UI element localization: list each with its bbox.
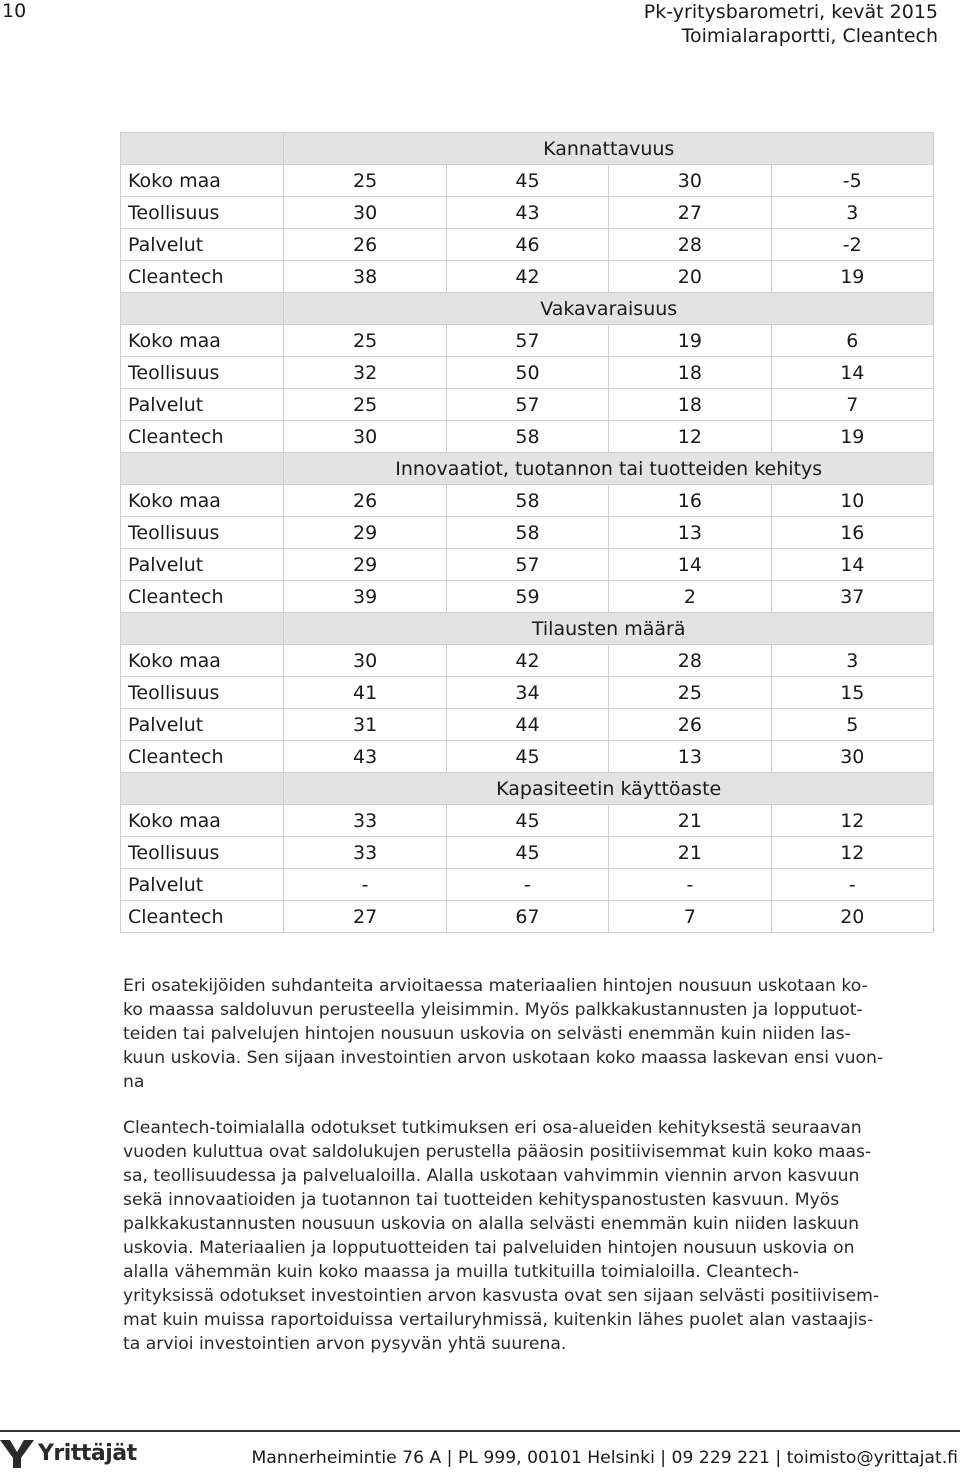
value-cell: 30 [771,741,933,773]
table-row [121,517,934,549]
value-cell: 20 [771,901,933,933]
paragraph-line: alalla vähemmän kuin koko maassa ja muilla tutkituilla toimialoilla. Cleantech- [123,1262,799,1282]
yrittajat-logo-icon [0,1438,34,1468]
value-cell: 3 [771,645,933,677]
value-cell: 32 [284,357,446,389]
paragraph-line: yrityksissä odotukset investointien arvon kasvusta ovat sen sijaan selvästi positiivisem- [123,1286,880,1306]
table-row [121,389,934,421]
value-cell: 41 [284,677,446,709]
value-cell: 45 [446,805,608,837]
row-label: Palvelut [121,869,284,901]
report-subtitle: Toimialaraportti, Cleantech [681,25,938,47]
value-cell: 42 [446,645,608,677]
table-row [121,581,934,613]
value-cell: 58 [446,421,608,453]
value-cell: 25 [284,389,446,421]
value-cell: 20 [609,261,771,293]
value-cell: 25 [284,325,446,357]
value-cell: 33 [284,837,446,869]
value-cell: 43 [284,741,446,773]
group-header-row [121,293,934,325]
value-cell: 26 [609,709,771,741]
value-cell: 14 [609,549,771,581]
value-cell: 21 [609,805,771,837]
table-row [121,869,934,901]
value-cell: 57 [446,549,608,581]
table-row [121,901,934,933]
value-cell: 27 [609,197,771,229]
report-title: Pk-yritysbarometri, kevät 2015 [643,1,938,23]
value-cell: 19 [771,421,933,453]
value-cell: 67 [446,901,608,933]
paragraph-2 [123,1116,925,1356]
paragraph-line: mat kuin muissa raportoiduissa vertailuryhmissä, kuitenkin lähes puolet alan vastaajis- [123,1310,874,1330]
value-cell: 12 [771,837,933,869]
table-row [121,709,934,741]
row-label: Palvelut [121,549,284,581]
value-cell: 29 [284,517,446,549]
paragraph-line: kuun uskovia. Sen sijaan investointien arvon uskotaan koko maassa laskevan ensi vuon- [123,1048,884,1068]
value-cell: 25 [284,165,446,197]
table-row [121,421,934,453]
value-cell: 45 [446,837,608,869]
value-cell: 13 [609,517,771,549]
footer-address: Mannerheimintie 76 A | PL 999, 00101 Helsinki | 09 229 221 | toimisto@yrittajat.fi [251,1448,958,1468]
group-header-blank [121,613,284,645]
value-cell: 30 [284,421,446,453]
value-cell: 12 [771,805,933,837]
paragraph-line: sa, teollisuudessa ja palvelualoilla. Alalla uskotaan vahvimmin viennin arvon kasvuun [123,1166,860,1186]
value-cell: 6 [771,325,933,357]
row-label: Palvelut [121,389,284,421]
value-cell: 26 [284,485,446,517]
group-header-blank [121,453,284,485]
paragraph-line: vuoden kuluttua ovat saldolukujen perustella pääosin positiivisemmat kuin koko maas- [123,1142,872,1162]
value-cell: 57 [446,325,608,357]
paragraph-line: uskovia. Materiaalien ja lopputuotteiden tai palveluiden hintojen nousuun uskovia on [123,1238,855,1258]
value-cell: 2 [609,581,771,613]
group-title: Kannattavuus [284,133,934,165]
group-header-blank [121,133,284,165]
value-cell: 46 [446,229,608,261]
value-cell: 25 [609,677,771,709]
value-cell: 5 [771,709,933,741]
value-cell: 3 [771,197,933,229]
paragraph-line: na [123,1072,145,1092]
row-label: Teollisuus [121,837,284,869]
group-header-row [121,773,934,805]
table-row [121,197,934,229]
row-label: Koko maa [121,485,284,517]
paragraph-line: sekä innovaatioiden ja tuotannon tai tuotteiden kehityspanostusten kasvuun. Myös [123,1190,840,1210]
value-cell: 26 [284,229,446,261]
paragraph-line: Eri osatekijöiden suhdanteita arvioitaessa materiaalien hintojen nousuun uskotaan ko- [123,976,868,996]
paragraph-line: palkkakustannusten nousuun uskovia on alalla selvästi enemmän kuin niiden laskuun [123,1214,859,1234]
paragraph-line: ko maassa saldoluvun perusteella yleisimmin. Myös palkkakustannusten ja lopputuot- [123,1000,863,1020]
row-label: Teollisuus [121,357,284,389]
logo-text: Yrittäjät [38,1440,137,1466]
group-title: Kapasiteetin käyttöaste [284,773,934,805]
value-cell: 58 [446,485,608,517]
page-number: 10 [2,0,27,22]
value-cell: 58 [446,517,608,549]
value-cell: - [771,869,933,901]
value-cell: 43 [446,197,608,229]
value-cell: 57 [446,389,608,421]
row-label: Teollisuus [121,677,284,709]
table-row [121,325,934,357]
row-label: Koko maa [121,645,284,677]
group-header-row [121,613,934,645]
group-header-blank [121,293,284,325]
row-label: Cleantech [121,421,284,453]
value-cell: -5 [771,165,933,197]
value-cell: 19 [609,325,771,357]
table-row [121,261,934,293]
value-cell: 10 [771,485,933,517]
value-cell: 34 [446,677,608,709]
value-cell: 37 [771,581,933,613]
group-title: Tilausten määrä [284,613,934,645]
group-title: Innovaatiot, tuotannon tai tuotteiden kehitys [284,453,934,485]
value-cell: 30 [609,165,771,197]
value-cell: 28 [609,645,771,677]
value-cell: 19 [771,261,933,293]
value-cell: 16 [609,485,771,517]
row-label: Koko maa [121,325,284,357]
table-row [121,677,934,709]
value-cell: 39 [284,581,446,613]
value-cell: 14 [771,357,933,389]
value-cell: 18 [609,357,771,389]
table-row [121,741,934,773]
value-cell: 7 [609,901,771,933]
value-cell: 15 [771,677,933,709]
paragraph-line: teiden tai palvelujen hintojen nousuun uskovia on selvästi enemmän kuin niiden las- [123,1024,851,1044]
paragraph-1 [123,974,925,1094]
yrittajat-logo [0,1436,137,1470]
value-cell: - [284,869,446,901]
barometer-table [120,132,934,933]
report-header [644,0,938,48]
value-cell: -2 [771,229,933,261]
group-header-row [121,453,934,485]
value-cell: - [446,869,608,901]
value-cell: - [609,869,771,901]
group-header-row [121,133,934,165]
value-cell: 27 [284,901,446,933]
row-label: Cleantech [121,261,284,293]
table-row [121,837,934,869]
value-cell: 59 [446,581,608,613]
value-cell: 14 [771,549,933,581]
value-cell: 29 [284,549,446,581]
value-cell: 45 [446,741,608,773]
table-row [121,357,934,389]
value-cell: 13 [609,741,771,773]
value-cell: 50 [446,357,608,389]
row-label: Cleantech [121,581,284,613]
table-row [121,805,934,837]
value-cell: 21 [609,837,771,869]
table-row [121,645,934,677]
value-cell: 18 [609,389,771,421]
group-title: Vakavaraisuus [284,293,934,325]
table-row [121,549,934,581]
paragraph-line: ta arvioi investointien arvon pysyvän yhtä suurena. [123,1334,567,1354]
row-label: Koko maa [121,805,284,837]
row-label: Teollisuus [121,197,284,229]
value-cell: 12 [609,421,771,453]
table-row [121,229,934,261]
value-cell: 33 [284,805,446,837]
row-label: Koko maa [121,165,284,197]
value-cell: 16 [771,517,933,549]
row-label: Teollisuus [121,517,284,549]
row-label: Cleantech [121,901,284,933]
value-cell: 31 [284,709,446,741]
paragraph-line: Cleantech-toimialalla odotukset tutkimuksen eri osa-alueiden kehityksestä seuraavan [123,1118,862,1138]
row-label: Cleantech [121,741,284,773]
value-cell: 30 [284,645,446,677]
group-header-blank [121,773,284,805]
row-label: Palvelut [121,229,284,261]
table-row [121,485,934,517]
value-cell: 30 [284,197,446,229]
table-row [121,165,934,197]
value-cell: 7 [771,389,933,421]
value-cell: 28 [609,229,771,261]
value-cell: 45 [446,165,608,197]
row-label: Palvelut [121,709,284,741]
value-cell: 38 [284,261,446,293]
value-cell: 44 [446,709,608,741]
footer-divider [0,1430,960,1432]
value-cell: 42 [446,261,608,293]
